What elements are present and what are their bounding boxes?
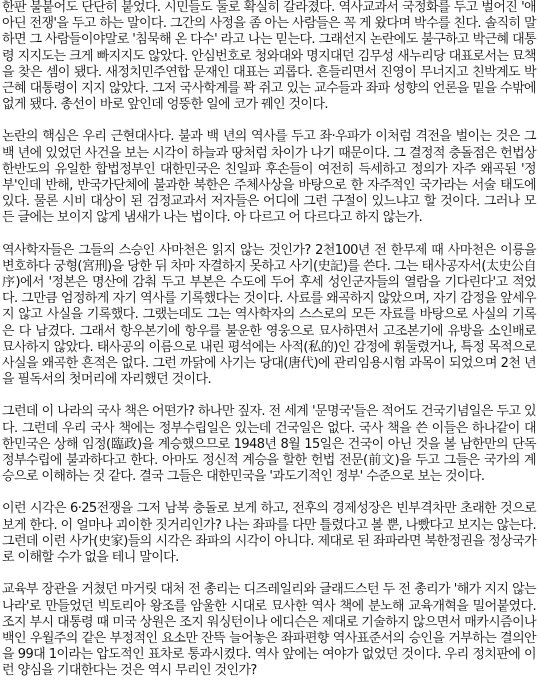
- paragraph-gap: [2, 388, 536, 404]
- paragraph-3: 역사학자들은 그들의 스승인 사마천은 읽지 않는 것인가? 2천100년 전 한무제 때 사마천은 이릉을 변호하다 궁형(宮刑)을 당한 뒤 차마 자결하지 못하고 사기(史記)를 쓴다. 그는 태사공자서(太史公自序)에서 '정본은 명산에 감춰 두고 부본은 수도에 두어 후세 성인군자들의 열람을 기다린다'고 적었다. 그만큼 엄정하게 자기 역사를 기록했다는 것이다. 사료를 왜곡하지 않았으며, 자기 감정을 앞세우지 않고 사실을 기록했다. 그랬는데도 그는 역사학자의 스스로의 모든 자료를 바탕으로 사실의 기록은 다 남겼다. 그래서 항우본기에 항우를 불운한 영웅으로 묘사하면서 고조본기에 유방을 소인배로 묘사하지 않았다. 태사공의 이름으로 내린 평석에는 사적(私的)인 감정에 휘둘렸거나, 특정 목적으로 사실을 왜곡한 흔적은 없다. 그런 까닭에 사기는 당대(唐代)에 관리임용시험 과목이 되었으며 2천 년을 필독서의 첫머리에 자리했던 것이다.: [2, 242, 536, 388]
- paragraph-gap: [2, 485, 536, 501]
- paragraph-5: 이런 시각은 6·25전쟁을 그저 남북 충돌로 보게 하고, 전후의 경제성장은 빈부격차만 초래한 것으로 보게 한다. 이 얼마나 괴이한 짓거리인가? 나는 좌파를 다만 틀렸다고 볼 뿐, 나빴다고 보지는 않는다. 그런데 이런 사가(史家)들의 시각은 좌파의 시각이 아니다. 제대로 된 좌파라면 북한정권을 정상국가로 이해할 수가 없을 테니 말이다.: [2, 501, 536, 566]
- paragraph-2: 논란의 핵심은 우리 근현대사다. 불과 백 년의 역사를 두고 좌·우파가 이처럼 격전을 벌이는 것은 그 백 년에 있었던 사건을 보는 시각이 하늘과 땅처럼 차이가 나기 때문이다. 그 결정적 충돌점은 헌법상 한반도의 유일한 합법정부인 대한민국은 친일파 후손들이 여전히 득세하고 정의가 자주 왜곡된 '정부'인데 반해, 반국가단체에 불과한 북한은 주체사상을 바탕으로 한 자주적인 국가라는 서술 태도에 있다. 물론 시비 대상이 된 검정교과서 저자들은 어디에 그런 구절이 있느냐고 할 것이다. 그러나 모든 글에는 보이지 않게 냄새가 나는 법이다. 아 다르고 어 다르다고 하지 않는가.: [2, 129, 536, 226]
- paragraph-4: 그런데 이 나라의 국사 책은 어떤가? 하나만 짚자. 전 세계 '문명국'들은 적어도 건국기념일은 두고 있다. 그런데 우리 국사 책에는 정부수립일은 있는데 건국일은 없다. 국사 책을 쓴 이들은 하나같이 대한민국은 상해 임정(臨政)을 계승했으므로 1948년 8월 15일은 건국이 아닌 것을 볼 남한만의 단독 정부수립에 불과하다고 한다. 아마도 정신적 계승을 할한 헌법 전문(前文)을 두고 그들은 국가의 계승으로 이해하는 것 같다. 결국 그들은 대한민국을 '과도기적인 정부' 수준으로 보는 것이다.: [2, 404, 536, 485]
- paragraph-gap: [2, 113, 536, 129]
- paragraph-gap: [2, 566, 536, 582]
- paragraph-gap: [2, 227, 536, 243]
- paragraph-1: 한판 불붙어도 단단히 붙었다. 시민들도 둘로 확실히 갈라졌다. 역사교과서 국정화를 두고 벌어진 '애아딘 전쟁'을 두고 하는 말이다. 그간의 사정을 좀 아는 사람들은 꼭 게 왔다며 박수를 친다. 솔직히 말하면 그 사람들이야말로 '침묵해 온 다수' 라고 나는 믿는다. 그래선지 논란에도 불구하고 박근혜 대통령 지지도는 크게 빠지지도 않았다. 안심번호로 청와대와 명지대던 김무성 새누리당 대표로서는 묘책을 찾은 셈이 됐다. 새정치민주연합 문재인 대표는 괴롭다. 흔들리면서 진영이 무너지고 친박계도 박근혜 대통령이 지지 않았다. 그저 국사학계를 꽉 쥐고 있는 교수들과 좌파 성향의 언론을 밑을 수밖에 없게 됐다. 총선이 바로 앞인데 엉뚱한 일에 코가 꿰인 것이다.: [2, 0, 536, 113]
- paragraph-6: 교육부 장관을 거쳤던 마거릿 대처 전 총리는 디즈레일리와 글래드스턴 두 전 총리가 '해가 지지 않는 나라'로 만들었던 빅토리아 왕조를 암울한 시대로 묘사한 역사 책에 분노해 교육개혁을 밀어붙였다. 조지 부시 대통령 때 미국 상원은 조지 워싱턴이나 에디슨은 제대로 기술하지 않으면서 매카시즘이나 백인 우월주의 같은 부정적인 요소만 잔뜩 늘어놓은 좌파편향 역사표준서의 승인을 거부하는 결의안을 99대 1이라는 압도적인 표차로 통과시켰다. 역사 앞에는 여야가 없었던 것이다. 우리 정치판에 이런 양심을 기대한다는 것은 역시 무리인 것인가?: [2, 582, 536, 679]
